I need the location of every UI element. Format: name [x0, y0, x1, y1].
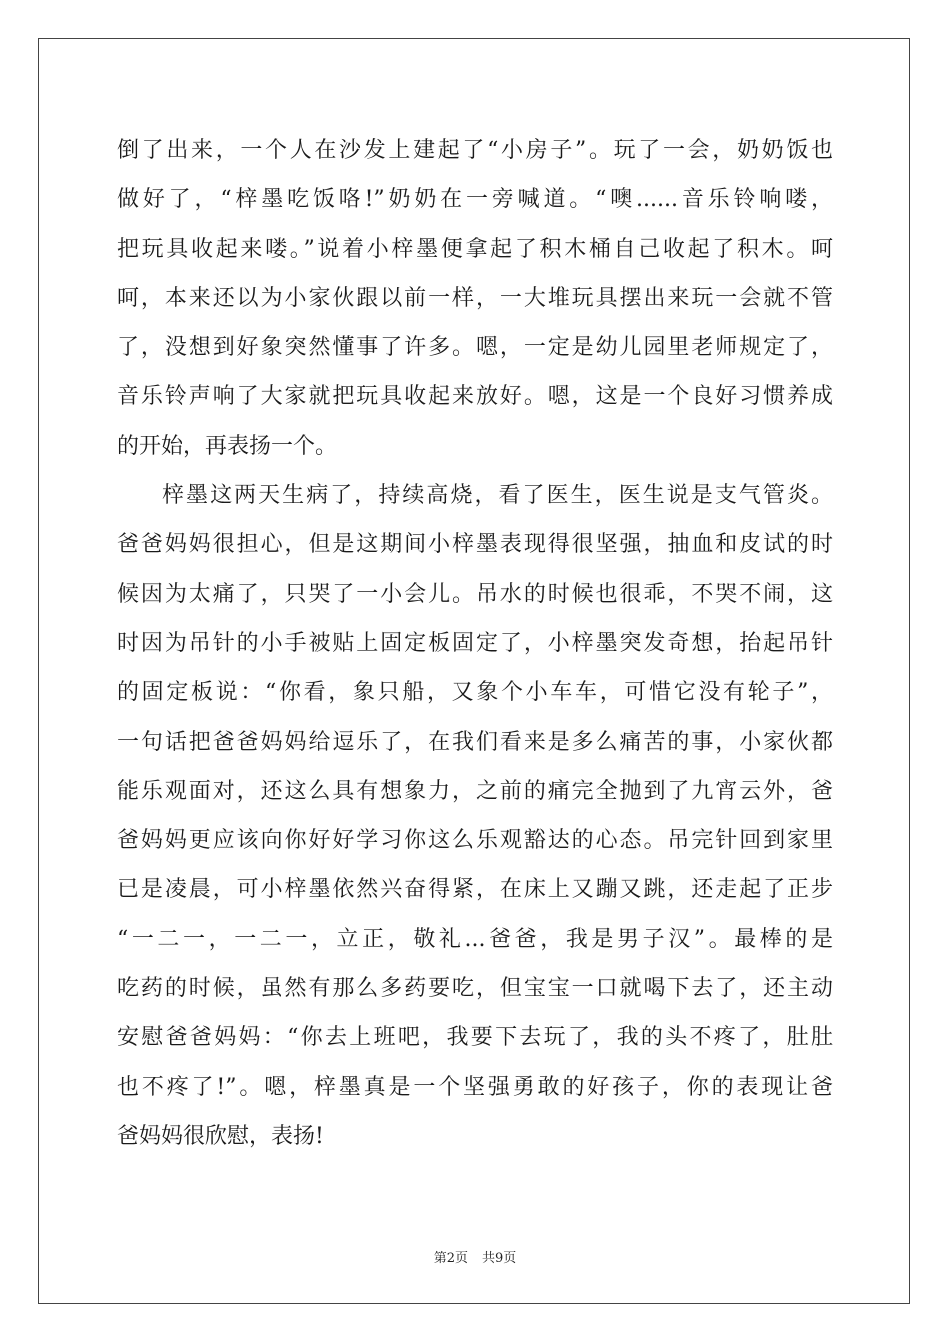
text-line: 已是凌晨，可小梓墨依然兴奋得紧，在床上又蹦又跳，还走起了正步: [117, 877, 833, 903]
text-line: 安慰爸爸妈妈：“你去上班吧，我要下去玩了，我的头不疼了，肚肚: [117, 1025, 833, 1051]
page-footer: [0, 1247, 950, 1266]
text-line: 的固定板说：“你看，象只船，又象个小车车，可惜它没有轮子”，: [117, 680, 833, 706]
text-line: 呵，本来还以为小家伙跟以前一样，一大堆玩具摆出来玩一会就不管: [117, 285, 833, 311]
text-line: 爸妈妈更应该向你好好学习你这么乐观豁达的心态。吊完针回到家里: [117, 828, 833, 854]
document-body: [117, 126, 833, 1161]
paragraph-2: [117, 471, 833, 1161]
text-line: 一句话把爸爸妈妈给逗乐了，在我们看来是多么痛苦的事，小家伙都: [117, 729, 833, 755]
text-line: 时因为吊针的小手被贴上固定板固定了，小梓墨突发奇想，抬起吊针: [117, 630, 833, 656]
text-line: 爸妈妈很欣慰，表扬!: [117, 1123, 324, 1149]
text-line: 了，没想到好象突然懂事了许多。嗯，一定是幼儿园里老师规定了，: [117, 335, 833, 361]
text-line: “一二一，一二一，立正，敬礼...爸爸，我是男子汉”。最棒的是: [117, 926, 833, 952]
paragraph-1: [117, 126, 833, 471]
text-line: 候因为太痛了，只哭了一小会儿。吊水的时候也很乖，不哭不闹，这: [117, 581, 833, 607]
text-line: 的开始，再表扬一个。: [117, 433, 338, 459]
text-line: 倒了出来，一个人在沙发上建起了“小房子”。玩了一会，奶奶饭也: [117, 138, 833, 163]
text-line: 吃药的时候，虽然有那么多药要吃，但宝宝一口就喝下去了，还主动: [117, 976, 833, 1002]
page-total: 共9页: [482, 1251, 517, 1266]
text-line: 梓墨这两天生病了，持续高烧，看了医生，医生说是支气管炎。: [162, 483, 833, 509]
text-line: 能乐观面对，还这么具有想象力，之前的痛完全抛到了九宵云外，爸: [117, 778, 833, 804]
text-line: 也不疼了!”。嗯，梓墨真是一个坚强勇敢的好孩子，你的表现让爸: [117, 1074, 833, 1100]
text-line: 把玩具收起来喽。”说着小梓墨便拿起了积木桶自己收起了积木。呵: [117, 236, 833, 262]
text-line: 爸爸妈妈很担心，但是这期间小梓墨表现得很坚强，抽血和皮试的时: [117, 532, 833, 558]
page-number: 第2页: [433, 1251, 468, 1266]
text-line: 音乐铃声响了大家就把玩具收起来放好。嗯，这是一个良好习惯养成: [117, 384, 833, 410]
text-line: 做好了，“梓墨吃饭咯!”奶奶在一旁喊道。“噢......音乐铃响喽，: [117, 187, 833, 213]
